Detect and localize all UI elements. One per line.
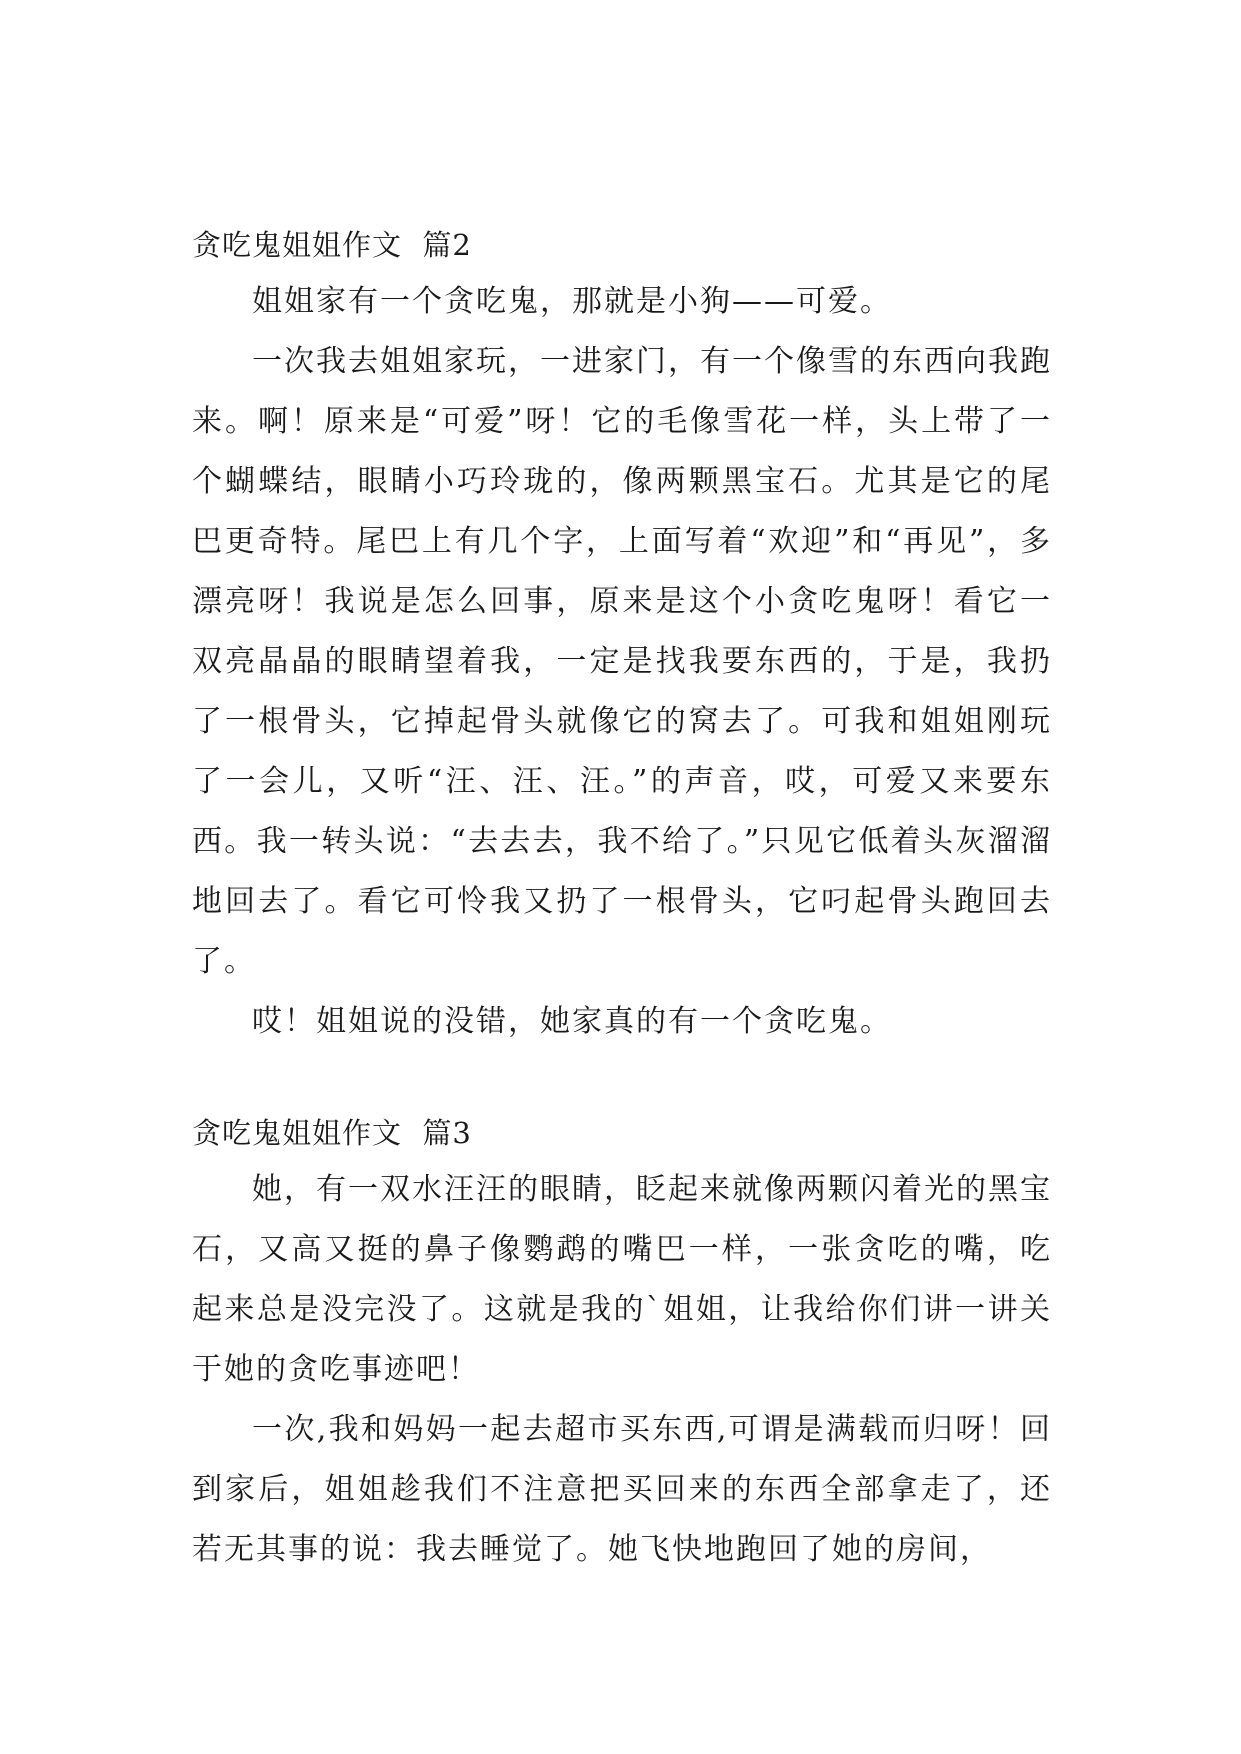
- essay-section-2: [192, 218, 1052, 1052]
- paragraph: 她，有一双水汪汪的眼睛，眨起来就像两颗闪着光的黑宝石，又高又挺的鼻子像鹦鹉的嘴巴一样，一张贪吃的嘴，吃起来总是没完没了。这就是我的`姐姐，让我给你们讲一讲关于她的贪吃事迹吧！: [192, 1172, 1052, 1387]
- paragraph: 一次我去姐姐家玩，一进家门，有一个像雪的东西向我跑来。啊！原来是“可爱”呀！它的毛像雪花一样，头上带了一个蝴蝶结，眼睛小巧玲珑的，像两颗黑宝石。尤其是它的尾巴更奇特。尾巴上有几个字，上面写着“欢迎”和“再见”，多漂亮呀！我说是怎么回事，原来是这个小贪吃鬼呀！看它一双亮晶晶的眼睛望着我，一定是找我要东西的，于是，我扔了一根骨头，它掉起骨头就像它的窝去了。可我和姐姐刚玩了一会儿，又听“汪、汪、汪。”的声音，哎，可爱又来要东西。我一转头说：“去去去，我不给了。”只见它低着头灰溜溜地回去了。看它可怜我又扔了一根骨头，它叼起骨头跑回去了。: [192, 344, 1052, 979]
- paragraph: 姐姐家有一个贪吃鬼，那就是小狗——可爱。: [252, 284, 892, 319]
- paragraph: 哎！姐姐说的没错，她家真的有一个贪吃鬼。: [252, 1004, 892, 1039]
- document-body: [192, 218, 1052, 1580]
- essay-section-3: [192, 1106, 1052, 1580]
- section-title: 贪吃鬼姐姐作文 篇2: [192, 228, 472, 262]
- section-title: 贪吃鬼姐姐作文 篇3: [192, 1116, 472, 1150]
- paragraph: 一次,我和妈妈一起去超市买东西,可谓是满载而归呀！回到家后，姐姐趁我们不注意把买回来的东西全部拿走了，还若无其事的说：我去睡觉了。她飞快地跑回了她的房间，: [192, 1412, 1052, 1567]
